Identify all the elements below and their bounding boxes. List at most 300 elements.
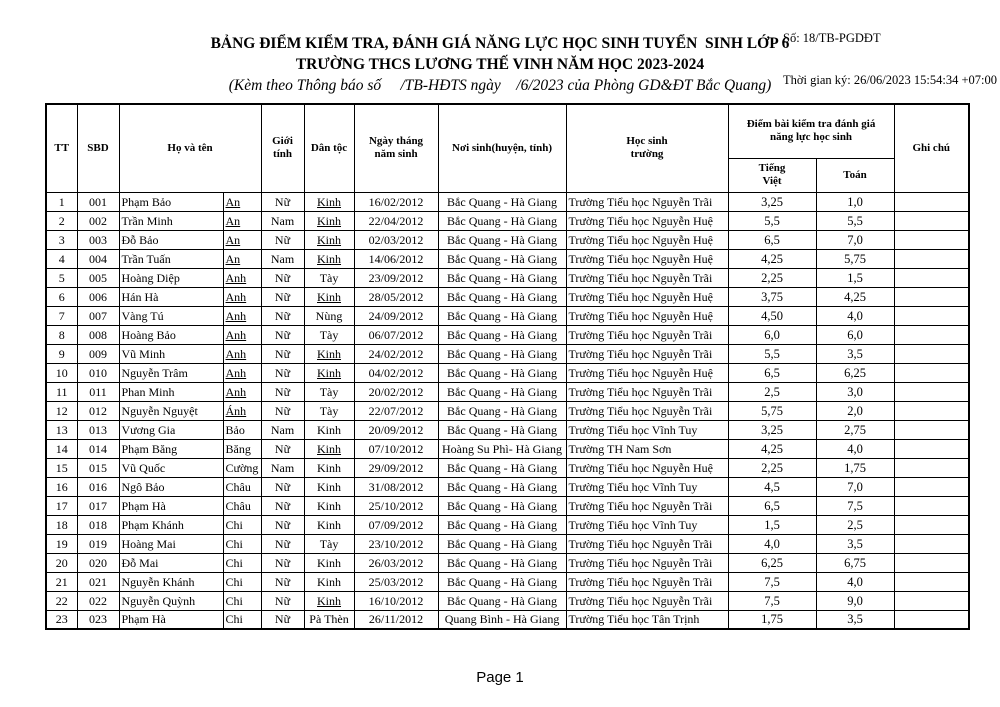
cell-school: Trường Tiểu học Nguyễn Huệ	[566, 211, 728, 230]
cell-note	[894, 534, 969, 553]
cell-sbd: 021	[77, 572, 119, 591]
table-row	[46, 363, 969, 382]
cell-tt: 1	[46, 192, 77, 211]
cell-gender: Nữ	[261, 268, 304, 287]
cell-note	[894, 192, 969, 211]
cell-gender: Nữ	[261, 344, 304, 363]
cell-gender: Nam	[261, 249, 304, 268]
header-score-math: Toán	[816, 158, 894, 192]
cell-score-vietnamese: 6,5	[728, 230, 816, 249]
cell-tt: 10	[46, 363, 77, 382]
cell-note	[894, 439, 969, 458]
cell-birthplace: Bắc Quang - Hà Giang	[438, 534, 566, 553]
cell-ethnic: Kinh	[304, 287, 354, 306]
cell-score-vietnamese: 5,75	[728, 401, 816, 420]
cell-ethnic: Kinh	[304, 496, 354, 515]
cell-given-name: Chi	[223, 610, 261, 629]
cell-given-name: Anh	[223, 287, 261, 306]
cell-given-name: Bảo	[223, 420, 261, 439]
cell-birthdate: 23/10/2012	[354, 534, 438, 553]
cell-gender: Nam	[261, 211, 304, 230]
cell-birthplace: Bắc Quang - Hà Giang	[438, 515, 566, 534]
header-score-group: Điểm bài kiểm tra đánh giá năng lực học sinh	[728, 104, 894, 158]
cell-surname: Phan Minh	[119, 382, 223, 401]
cell-birthdate: 04/02/2012	[354, 363, 438, 382]
cell-surname: Hoàng Mai	[119, 534, 223, 553]
table-row	[46, 287, 969, 306]
cell-sbd: 001	[77, 192, 119, 211]
cell-sbd: 006	[77, 287, 119, 306]
cell-score-vietnamese: 5,5	[728, 344, 816, 363]
cell-birthdate: 22/07/2012	[354, 401, 438, 420]
cell-surname: Phạm Hà	[119, 496, 223, 515]
cell-birthdate: 25/10/2012	[354, 496, 438, 515]
cell-score-math: 2,0	[816, 401, 894, 420]
cell-note	[894, 496, 969, 515]
cell-surname: Phạm Hà	[119, 610, 223, 629]
cell-gender: Nữ	[261, 496, 304, 515]
table-row	[46, 420, 969, 439]
cell-school: Trường Tiểu học Tân Trịnh	[566, 610, 728, 629]
cell-birthplace: Bắc Quang - Hà Giang	[438, 496, 566, 515]
cell-birthplace: Bắc Quang - Hà Giang	[438, 572, 566, 591]
cell-school: Trường Tiểu học Vĩnh Tuy	[566, 420, 728, 439]
cell-surname: Nguyễn Quỳnh	[119, 591, 223, 610]
table-row	[46, 192, 969, 211]
cell-surname: Nguyễn Khánh	[119, 572, 223, 591]
cell-birthplace: Bắc Quang - Hà Giang	[438, 344, 566, 363]
cell-sbd: 020	[77, 553, 119, 572]
cell-score-math: 3,0	[816, 382, 894, 401]
cell-birthplace: Bắc Quang - Hà Giang	[438, 211, 566, 230]
cell-surname: Vũ Quốc	[119, 458, 223, 477]
cell-birthplace: Bắc Quang - Hà Giang	[438, 401, 566, 420]
cell-score-vietnamese: 4,50	[728, 306, 816, 325]
cell-sbd: 008	[77, 325, 119, 344]
cell-school: Trường Tiểu học Nguyễn Trãi	[566, 572, 728, 591]
cell-given-name: Anh	[223, 268, 261, 287]
cell-school: Trường Tiểu học Nguyễn Huệ	[566, 306, 728, 325]
cell-gender: Nữ	[261, 287, 304, 306]
cell-surname: Vương Gia	[119, 420, 223, 439]
table-row	[46, 325, 969, 344]
cell-gender: Nữ	[261, 306, 304, 325]
cell-ethnic: Kinh	[304, 591, 354, 610]
cell-note	[894, 572, 969, 591]
cell-birthdate: 31/08/2012	[354, 477, 438, 496]
cell-note	[894, 230, 969, 249]
cell-given-name: Cường	[223, 458, 261, 477]
cell-score-vietnamese: 7,5	[728, 591, 816, 610]
cell-birthplace: Bắc Quang - Hà Giang	[438, 382, 566, 401]
cell-score-vietnamese: 4,5	[728, 477, 816, 496]
cell-school: Trường Tiểu học Nguyễn Huệ	[566, 249, 728, 268]
table-row	[46, 496, 969, 515]
cell-tt: 5	[46, 268, 77, 287]
cell-ethnic: Kinh	[304, 420, 354, 439]
cell-surname: Phạm Khánh	[119, 515, 223, 534]
cell-given-name: Anh	[223, 325, 261, 344]
table-row	[46, 458, 969, 477]
cell-given-name: Chi	[223, 591, 261, 610]
cell-surname: Đỗ Mai	[119, 553, 223, 572]
header-ethnic: Dân tộc	[304, 104, 354, 192]
cell-birthdate: 25/03/2012	[354, 572, 438, 591]
cell-ethnic: Tày	[304, 382, 354, 401]
cell-sbd: 014	[77, 439, 119, 458]
header-note: Ghi chú	[894, 104, 969, 192]
cell-sbd: 003	[77, 230, 119, 249]
cell-given-name: An	[223, 192, 261, 211]
cell-gender: Nam	[261, 458, 304, 477]
page-subtitle: (Kèm theo Thông báo số /TB-HĐTS ngày /6/2023 của Phòng GD&ĐT Bắc Quang)	[228, 77, 772, 94]
cell-score-vietnamese: 2,5	[728, 382, 816, 401]
header-school: Học sinh trường	[566, 104, 728, 192]
cell-score-math: 7,0	[816, 230, 894, 249]
cell-sbd: 011	[77, 382, 119, 401]
header-sbd: SBD	[77, 104, 119, 192]
cell-note	[894, 363, 969, 382]
cell-note	[894, 344, 969, 363]
cell-tt: 9	[46, 344, 77, 363]
cell-birthplace: Bắc Quang - Hà Giang	[438, 192, 566, 211]
cell-score-math: 5,75	[816, 249, 894, 268]
cell-birthdate: 20/09/2012	[354, 420, 438, 439]
cell-gender: Nữ	[261, 515, 304, 534]
cell-given-name: Châu	[223, 477, 261, 496]
cell-gender: Nữ	[261, 192, 304, 211]
cell-gender: Nữ	[261, 553, 304, 572]
cell-given-name: Chi	[223, 515, 261, 534]
cell-tt: 23	[46, 610, 77, 629]
cell-score-vietnamese: 4,25	[728, 439, 816, 458]
cell-surname: Đỗ Bảo	[119, 230, 223, 249]
cell-sbd: 010	[77, 363, 119, 382]
cell-birthdate: 28/05/2012	[354, 287, 438, 306]
cell-birthplace: Bắc Quang - Hà Giang	[438, 230, 566, 249]
cell-sbd: 007	[77, 306, 119, 325]
cell-note	[894, 515, 969, 534]
cell-gender: Nữ	[261, 230, 304, 249]
cell-gender: Nữ	[261, 610, 304, 629]
cell-birthplace: Bắc Quang - Hà Giang	[438, 420, 566, 439]
table-row	[46, 610, 969, 629]
cell-sbd: 013	[77, 420, 119, 439]
cell-tt: 20	[46, 553, 77, 572]
cell-birthdate: 22/04/2012	[354, 211, 438, 230]
cell-surname: Hoàng Diệp	[119, 268, 223, 287]
header-gender: Giới tính	[261, 104, 304, 192]
cell-score-vietnamese: 4,25	[728, 249, 816, 268]
cell-score-math: 1,5	[816, 268, 894, 287]
cell-score-vietnamese: 4,0	[728, 534, 816, 553]
cell-ethnic: Kinh	[304, 230, 354, 249]
cell-birthdate: 02/03/2012	[354, 230, 438, 249]
cell-tt: 13	[46, 420, 77, 439]
cell-note	[894, 401, 969, 420]
table-row	[46, 591, 969, 610]
cell-gender: Nữ	[261, 325, 304, 344]
cell-gender: Nam	[261, 420, 304, 439]
cell-birthdate: 20/02/2012	[354, 382, 438, 401]
cell-given-name: Anh	[223, 363, 261, 382]
cell-birthplace: Bắc Quang - Hà Giang	[438, 591, 566, 610]
cell-ethnic: Pà Thèn	[304, 610, 354, 629]
table-row	[46, 572, 969, 591]
page-number: Page 1	[476, 669, 524, 686]
cell-ethnic: Kinh	[304, 458, 354, 477]
cell-score-math: 4,0	[816, 572, 894, 591]
cell-school: Trường TH Nam Sơn	[566, 439, 728, 458]
cell-birthplace: Bắc Quang - Hà Giang	[438, 458, 566, 477]
cell-score-vietnamese: 1,5	[728, 515, 816, 534]
cell-ethnic: Nùng	[304, 306, 354, 325]
cell-school: Trường Tiểu học Vĩnh Tuy	[566, 477, 728, 496]
table-row	[46, 515, 969, 534]
cell-birthdate: 24/09/2012	[354, 306, 438, 325]
cell-surname: Ngô Bảo	[119, 477, 223, 496]
cell-ethnic: Tày	[304, 534, 354, 553]
cell-school: Trường Tiểu học Nguyễn Trãi	[566, 591, 728, 610]
table-row	[46, 401, 969, 420]
cell-given-name: An	[223, 211, 261, 230]
cell-note	[894, 382, 969, 401]
cell-tt: 19	[46, 534, 77, 553]
cell-birthdate: 29/09/2012	[354, 458, 438, 477]
cell-gender: Nữ	[261, 401, 304, 420]
cell-birthdate: 26/03/2012	[354, 553, 438, 572]
cell-school: Trường Tiểu học Nguyễn Trãi	[566, 553, 728, 572]
header-score-vietnamese: Tiếng Việt	[728, 158, 816, 192]
cell-birthdate: 16/02/2012	[354, 192, 438, 211]
cell-score-math: 1,75	[816, 458, 894, 477]
cell-ethnic: Kinh	[304, 439, 354, 458]
cell-note	[894, 610, 969, 629]
cell-gender: Nữ	[261, 382, 304, 401]
page-title-line1: BẢNG ĐIỂM KIỂM TRA, ĐÁNH GIÁ NĂNG LỰC HỌC SINH TUYỂN SINH LỚP 6	[210, 35, 790, 52]
cell-score-vietnamese: 6,5	[728, 363, 816, 382]
cell-given-name: An	[223, 230, 261, 249]
cell-ethnic: Kinh	[304, 211, 354, 230]
cell-sbd: 009	[77, 344, 119, 363]
cell-tt: 7	[46, 306, 77, 325]
header-birthdate: Ngày tháng năm sinh	[354, 104, 438, 192]
cell-ethnic: Kinh	[304, 515, 354, 534]
cell-school: Trường Tiểu học Nguyễn Trãi	[566, 534, 728, 553]
page-title-line2: TRƯỜNG THCS LƯƠNG THẾ VINH NĂM HỌC 2023-2024	[295, 56, 705, 73]
cell-note	[894, 591, 969, 610]
cell-tt: 17	[46, 496, 77, 515]
cell-sbd: 004	[77, 249, 119, 268]
cell-score-math: 3,5	[816, 534, 894, 553]
header-tt: TT	[46, 104, 77, 192]
cell-gender: Nữ	[261, 477, 304, 496]
cell-tt: 14	[46, 439, 77, 458]
cell-gender: Nữ	[261, 439, 304, 458]
cell-school: Trường Tiểu học Nguyễn Huệ	[566, 458, 728, 477]
cell-birthdate: 07/09/2012	[354, 515, 438, 534]
cell-score-vietnamese: 5,5	[728, 211, 816, 230]
cell-birthplace: Bắc Quang - Hà Giang	[438, 249, 566, 268]
cell-ethnic: Kinh	[304, 192, 354, 211]
table-row	[46, 230, 969, 249]
cell-birthplace: Bắc Quang - Hà Giang	[438, 477, 566, 496]
cell-surname: Hán Hà	[119, 287, 223, 306]
cell-score-math: 2,5	[816, 515, 894, 534]
cell-gender: Nữ	[261, 534, 304, 553]
cell-surname: Phạm Bảo	[119, 192, 223, 211]
cell-tt: 21	[46, 572, 77, 591]
cell-surname: Nguyễn Trâm	[119, 363, 223, 382]
cell-school: Trường Tiểu học Nguyễn Trãi	[566, 401, 728, 420]
table-row	[46, 268, 969, 287]
cell-sbd: 022	[77, 591, 119, 610]
cell-note	[894, 420, 969, 439]
cell-score-vietnamese: 1,75	[728, 610, 816, 629]
cell-score-vietnamese: 6,5	[728, 496, 816, 515]
cell-school: Trường Tiểu học Nguyễn Huệ	[566, 230, 728, 249]
cell-school: Trường Tiểu học Nguyễn Huệ	[566, 363, 728, 382]
cell-sbd: 012	[77, 401, 119, 420]
cell-tt: 8	[46, 325, 77, 344]
cell-score-vietnamese: 7,5	[728, 572, 816, 591]
cell-surname: Phạm Băng	[119, 439, 223, 458]
cell-score-vietnamese: 6,0	[728, 325, 816, 344]
cell-score-math: 4,0	[816, 306, 894, 325]
cell-given-name: Châu	[223, 496, 261, 515]
cell-birthplace: Bắc Quang - Hà Giang	[438, 268, 566, 287]
header-name: Họ và tên	[119, 104, 261, 192]
cell-school: Trường Tiểu học Nguyễn Trãi	[566, 496, 728, 515]
doc-number: Số: 18/TB-PGDĐT	[783, 31, 881, 45]
cell-score-vietnamese: 6,25	[728, 553, 816, 572]
cell-school: Trường Tiểu học Nguyễn Trãi	[566, 344, 728, 363]
table-row	[46, 534, 969, 553]
cell-score-vietnamese: 2,25	[728, 458, 816, 477]
cell-birthplace: Bắc Quang - Hà Giang	[438, 363, 566, 382]
cell-given-name: Chi	[223, 572, 261, 591]
cell-birthplace: Bắc Quang - Hà Giang	[438, 553, 566, 572]
sign-time: Thời gian ký: 26/06/2023 15:54:34 +07:00	[783, 73, 998, 87]
cell-tt: 3	[46, 230, 77, 249]
cell-score-math: 9,0	[816, 591, 894, 610]
cell-school: Trường Tiểu học Nguyễn Trãi	[566, 192, 728, 211]
cell-birthdate: 14/06/2012	[354, 249, 438, 268]
cell-score-math: 6,25	[816, 363, 894, 382]
cell-ethnic: Kinh	[304, 553, 354, 572]
cell-birthplace: Quang Bình - Hà Giang	[438, 610, 566, 629]
cell-score-math: 5,5	[816, 211, 894, 230]
cell-note	[894, 211, 969, 230]
cell-tt: 22	[46, 591, 77, 610]
cell-ethnic: Kinh	[304, 572, 354, 591]
cell-score-math: 2,75	[816, 420, 894, 439]
cell-note	[894, 477, 969, 496]
table-row	[46, 439, 969, 458]
cell-note	[894, 325, 969, 344]
cell-tt: 2	[46, 211, 77, 230]
cell-score-math: 6,75	[816, 553, 894, 572]
cell-birthplace: Bắc Quang - Hà Giang	[438, 287, 566, 306]
cell-score-vietnamese: 3,75	[728, 287, 816, 306]
table-row	[46, 249, 969, 268]
cell-sbd: 002	[77, 211, 119, 230]
cell-given-name: Chi	[223, 553, 261, 572]
cell-ethnic: Kinh	[304, 363, 354, 382]
cell-given-name: Băng	[223, 439, 261, 458]
cell-surname: Vàng Tú	[119, 306, 223, 325]
cell-tt: 16	[46, 477, 77, 496]
cell-birthdate: 24/02/2012	[354, 344, 438, 363]
cell-score-math: 4,0	[816, 439, 894, 458]
cell-sbd: 015	[77, 458, 119, 477]
cell-note	[894, 249, 969, 268]
cell-birthdate: 06/07/2012	[354, 325, 438, 344]
cell-sbd: 017	[77, 496, 119, 515]
cell-school: Trường Tiểu học Nguyễn Trãi	[566, 268, 728, 287]
cell-school: Trường Tiểu học Vĩnh Tuy	[566, 515, 728, 534]
cell-surname: Vũ Minh	[119, 344, 223, 363]
cell-given-name: Anh	[223, 306, 261, 325]
table-row	[46, 477, 969, 496]
cell-note	[894, 458, 969, 477]
cell-note	[894, 268, 969, 287]
cell-ethnic: Tày	[304, 268, 354, 287]
cell-school: Trường Tiểu học Nguyễn Trãi	[566, 382, 728, 401]
table-row	[46, 553, 969, 572]
cell-score-vietnamese: 3,25	[728, 420, 816, 439]
cell-tt: 4	[46, 249, 77, 268]
cell-birthdate: 16/10/2012	[354, 591, 438, 610]
cell-ethnic: Kinh	[304, 344, 354, 363]
table-row	[46, 382, 969, 401]
cell-school: Trường Tiểu học Nguyễn Huệ	[566, 287, 728, 306]
cell-note	[894, 553, 969, 572]
cell-surname: Hoàng Bảo	[119, 325, 223, 344]
cell-gender: Nữ	[261, 591, 304, 610]
cell-birthdate: 26/11/2012	[354, 610, 438, 629]
cell-surname: Trần Minh	[119, 211, 223, 230]
cell-birthdate: 23/09/2012	[354, 268, 438, 287]
cell-given-name: Ánh	[223, 401, 261, 420]
score-table-body	[46, 192, 969, 629]
cell-surname: Trần Tuấn	[119, 249, 223, 268]
cell-given-name: An	[223, 249, 261, 268]
cell-tt: 15	[46, 458, 77, 477]
cell-ethnic: Kinh	[304, 477, 354, 496]
cell-score-vietnamese: 2,25	[728, 268, 816, 287]
score-table	[45, 103, 970, 630]
cell-score-math: 7,0	[816, 477, 894, 496]
cell-gender: Nữ	[261, 363, 304, 382]
cell-gender: Nữ	[261, 572, 304, 591]
cell-sbd: 023	[77, 610, 119, 629]
cell-surname: Nguyễn Nguyệt	[119, 401, 223, 420]
cell-score-math: 3,5	[816, 344, 894, 363]
table-row	[46, 306, 969, 325]
cell-given-name: Chi	[223, 534, 261, 553]
cell-tt: 12	[46, 401, 77, 420]
cell-sbd: 018	[77, 515, 119, 534]
cell-score-math: 4,25	[816, 287, 894, 306]
cell-sbd: 016	[77, 477, 119, 496]
cell-tt: 11	[46, 382, 77, 401]
cell-ethnic: Tày	[304, 401, 354, 420]
cell-school: Trường Tiểu học Nguyễn Trãi	[566, 325, 728, 344]
cell-ethnic: Kinh	[304, 249, 354, 268]
cell-birthplace: Bắc Quang - Hà Giang	[438, 325, 566, 344]
cell-ethnic: Tày	[304, 325, 354, 344]
